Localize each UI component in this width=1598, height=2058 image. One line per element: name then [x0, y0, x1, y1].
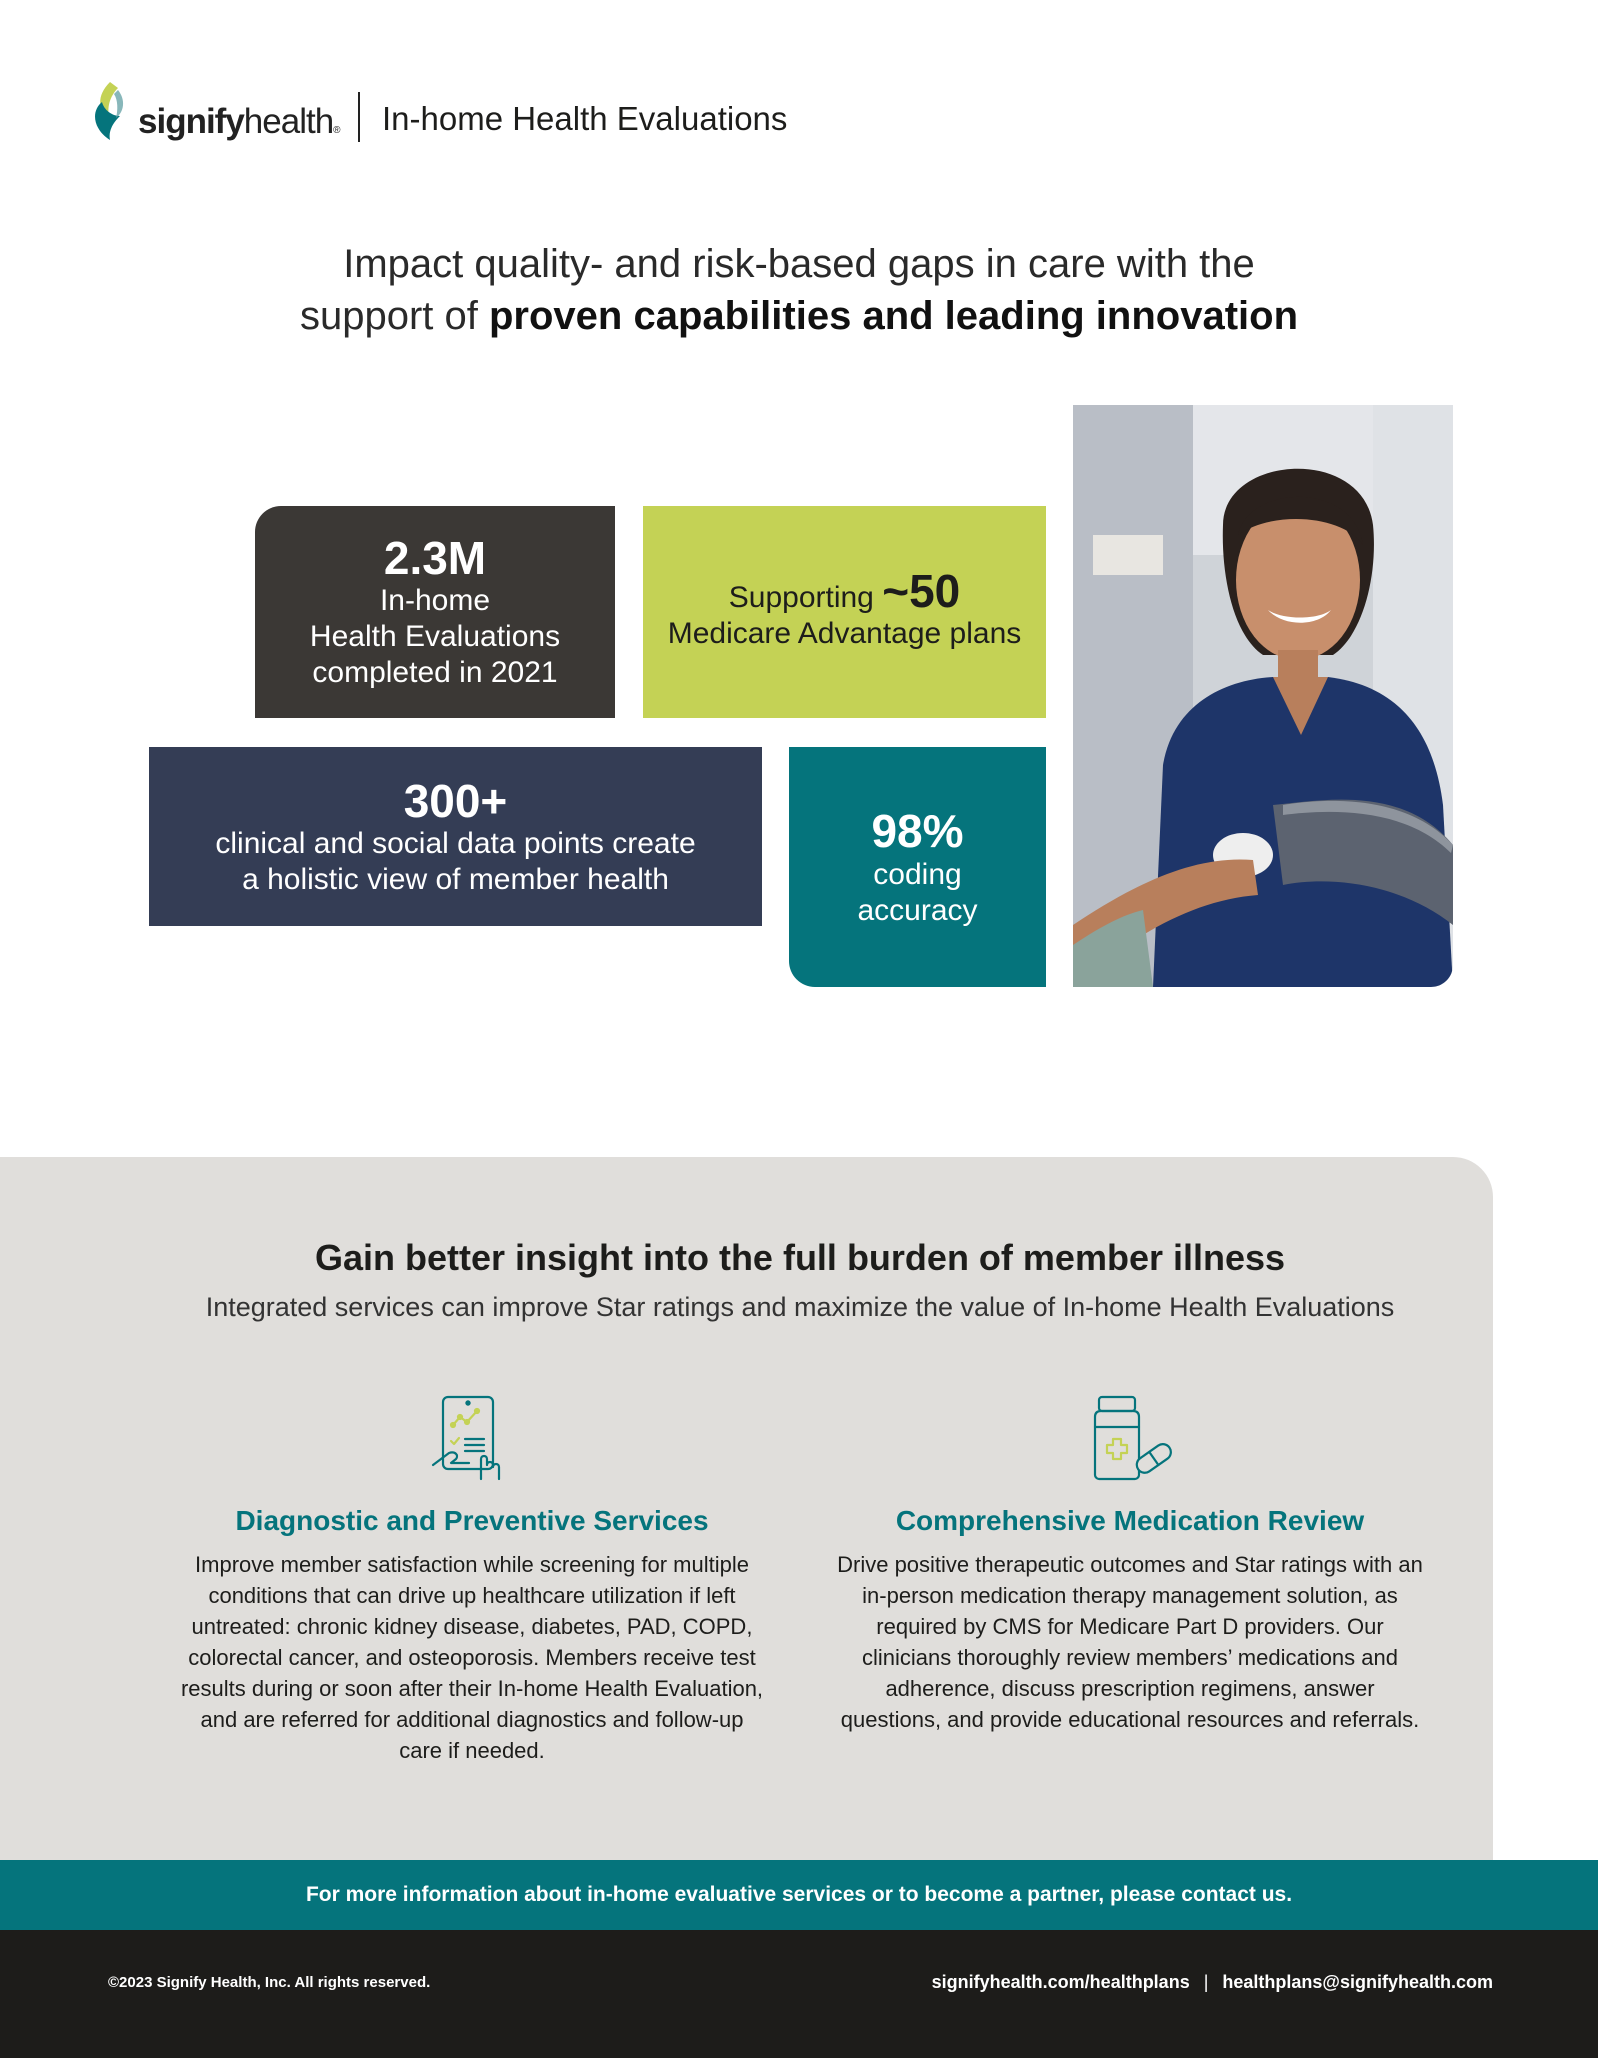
website-link[interactable]: signifyhealth.com/healthplans [931, 1972, 1190, 1992]
footer [0, 1930, 1598, 2058]
stat-evaluations [255, 506, 615, 718]
clinician-photo [1073, 405, 1453, 987]
email-link[interactable]: healthplans@signifyhealth.com [1222, 1972, 1493, 1992]
header-title: In-home Health Evaluations [382, 100, 788, 137]
stat-evaluations-line1: In-home [379, 584, 491, 617]
pill-bottle-icon [1087, 1395, 1173, 1481]
insight-section [0, 1157, 1493, 1860]
footer-links [932, 1972, 1493, 1993]
stat-evaluations-line2: Health Evaluations [309, 620, 561, 653]
stat-data-points [149, 747, 762, 926]
stat-plans-prefix: Supporting [728, 580, 883, 614]
copyright: ©2023 Signify Health, Inc. All rights reserved. [108, 1974, 431, 1991]
service-diagnostic-body: Improve member satisfaction while screening for multiple conditions that can drive up healthcare utilization if left untreated: chronic kidney disease, diabetes, PAD, COPD, colorectal cancer, and osteoporosis. Members receive test results during or soon after their In-home Health Evaluation, and are referred for additional diagnostics and follow-up care if needed. [180, 1552, 764, 1763]
header-divider [358, 92, 360, 142]
headline-line2-bold: proven capabilities and leading innovation [488, 294, 1299, 338]
stat-coding-value: 98% [871, 805, 964, 857]
stat-coding-line1: coding [873, 858, 962, 891]
stat-plans-line2: Medicare Advantage plans [667, 616, 1022, 650]
logo-light: health [243, 102, 334, 141]
stat-plans-line1 [728, 564, 961, 617]
insight-title: Gain better insight into the full burden of member illness [314, 1237, 1286, 1278]
headline-line2 [0, 290, 1598, 342]
stat-evaluations-value: 2.3M [383, 532, 487, 584]
insight-subtitle: Integrated services can improve Star ratings and maximize the value of In-home Health Evaluations [205, 1292, 1395, 1322]
logo-bold: signify [138, 102, 244, 141]
stat-data-points-line1: clinical and social data points create [215, 826, 696, 860]
service-diagnostic-title: Diagnostic and Preventive Services [235, 1505, 709, 1536]
headline-line2-prefix: support of [299, 294, 489, 338]
headline [0, 238, 1598, 342]
service-medication-body: Drive positive therapeutic outcomes and Star ratings with an in-person medication therapy management solution, as required by CMS for Medicare Part D providers. Our clinicians thoroughly review members’ medications and adherence, discuss prescription regimens, answer questions, and provide educational resources and referrals. [837, 1552, 1423, 1732]
signify-health-logo[interactable] [88, 78, 353, 148]
stat-plans-value: ~50 [882, 564, 961, 617]
stat-data-points-line2: a holistic view of member health [242, 862, 669, 896]
footer-separator: | [1203, 1972, 1209, 1992]
stat-data-points-value: 300+ [403, 774, 508, 827]
clinician-illustration [1073, 405, 1453, 987]
logo-registered: ® [333, 125, 340, 136]
header [88, 78, 848, 148]
stat-evaluations-line3: completed in 2021 [312, 656, 558, 689]
service-medication-title: Comprehensive Medication Review [895, 1505, 1365, 1536]
stat-coding-line2: accuracy [857, 894, 978, 927]
tablet-checklist-icon [429, 1395, 515, 1481]
contact-text: For more information about in-home evaluative services or to become a partner, please contact us. [305, 1883, 1293, 1906]
stat-coding-accuracy [789, 747, 1046, 987]
stat-plans [643, 506, 1046, 718]
headline-line1: Impact quality- and risk-based gaps in care with the [343, 242, 1255, 286]
contact-band [0, 1860, 1598, 1930]
signify-leaf-logo-icon [88, 80, 136, 142]
service-medication [830, 1395, 1430, 1735]
service-diagnostic [172, 1395, 772, 1766]
logo-wordmark [138, 102, 340, 142]
